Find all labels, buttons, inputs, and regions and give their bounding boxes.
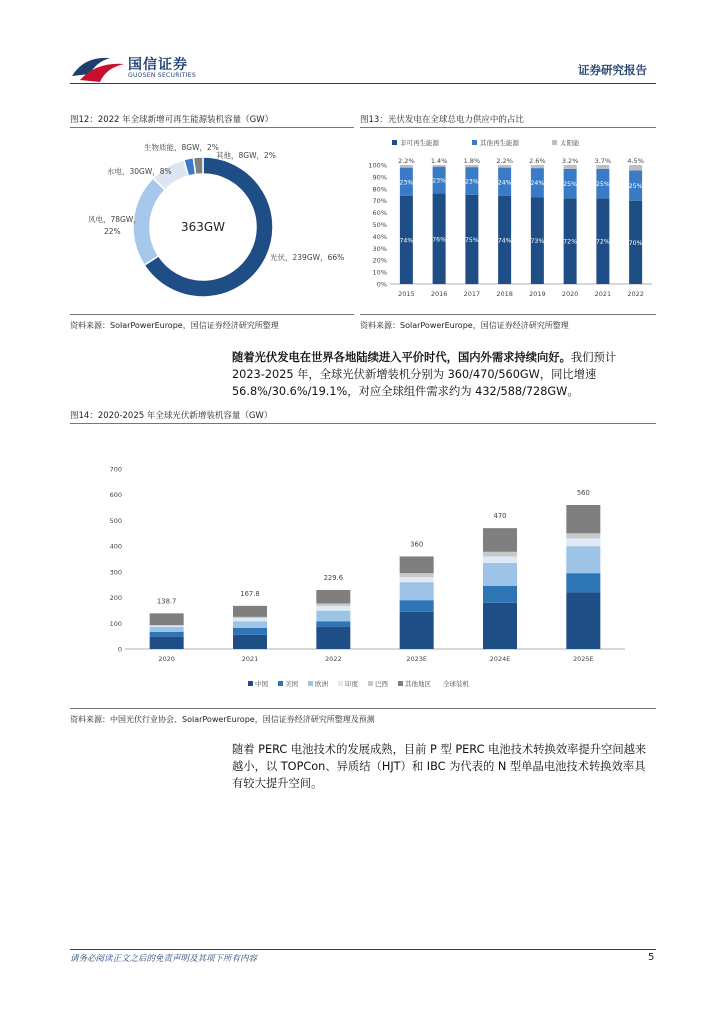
- x-tick-label: 2024E: [489, 655, 511, 663]
- label-other: 其他，8GW，2%: [216, 151, 276, 160]
- bar-2024E-seg-2: [483, 563, 517, 586]
- data-label-solar: 3.2%: [561, 157, 579, 165]
- bar-2023E-seg-2: [400, 582, 434, 600]
- legend-swatch-3: [338, 681, 343, 686]
- bar-2024E-seg-5: [483, 528, 517, 552]
- para2-line2: 越小，以 TOPCon、异质结（HJT）和 IBC 为代表的 N 型单晶电池技术转换效率具: [232, 760, 646, 773]
- donut-center-label: 363GW: [180, 220, 226, 234]
- fig12-bottom-rule: [70, 314, 354, 315]
- x-tick-label: 2015: [398, 290, 415, 298]
- x-tick-label: 2020: [158, 655, 175, 663]
- fig14-caption: 图14：2020-2025 年全球光伏新增装机容量（GW）: [70, 411, 273, 421]
- bar-2024E-seg-3: [483, 556, 517, 562]
- bar-2022-seg-3: [316, 606, 350, 611]
- page-number: 5: [648, 952, 655, 963]
- fig14-bottom-rule: [70, 708, 656, 709]
- bar-2023E-seg-3: [400, 577, 434, 582]
- fig13-top-rule: [360, 127, 656, 128]
- data-label: 25%: [563, 181, 578, 189]
- x-tick-label: 2022: [325, 655, 342, 663]
- y-tick-label: 0%: [376, 280, 387, 289]
- legend-swatch-0: [248, 681, 253, 686]
- fig13-bottom-rule: [360, 314, 656, 315]
- fig14-top-rule: [70, 423, 656, 424]
- label-hydro: 水电，30GW，8%: [107, 167, 172, 176]
- data-label: 73%: [530, 238, 545, 246]
- total-label: 167.8: [240, 589, 260, 598]
- legend-label-2: 太阳能: [560, 139, 580, 147]
- data-label-solar: 1.8%: [463, 157, 481, 165]
- data-label: 24%: [497, 179, 512, 187]
- para1-line2: 2023-2025 年，全球光伏新增装机分别为 360/470/560GW，同比增速: [232, 368, 597, 381]
- bar-2015-seg-2: [400, 165, 413, 168]
- bar-2022-seg-2: [629, 165, 642, 170]
- data-label-solar: 3.7%: [594, 157, 612, 165]
- y-tick-label: 200: [109, 594, 122, 603]
- fig13-source: 资料来源：SolarPowerEurope，国信证券经济研究所整理: [360, 321, 569, 330]
- bar-2022-seg-4: [316, 603, 350, 606]
- y-tick-label: 40%: [372, 232, 387, 241]
- total-label: 360: [410, 540, 424, 549]
- label-biomass: 生物质能，8GW，2%: [144, 143, 219, 152]
- y-tick-label: 10%: [372, 268, 387, 277]
- paragraph-cell-technology: [232, 741, 662, 792]
- bar-2019-seg-2: [531, 165, 544, 168]
- bar-2020-seg-1: [150, 632, 184, 637]
- y-tick-label: 500: [109, 516, 122, 525]
- y-tick-label: 80%: [372, 185, 387, 194]
- bar-2023E-seg-4: [400, 573, 434, 577]
- y-tick-label: 100: [109, 619, 122, 628]
- x-tick-label: 2021: [594, 290, 612, 298]
- data-label: 76%: [432, 236, 447, 244]
- company-logo: [70, 50, 210, 84]
- data-label-solar: 1.4%: [430, 157, 448, 165]
- bar-2024E-seg-0: [483, 603, 517, 649]
- para2-line1: 随着 PERC 电池技术的发展成熟，目前 P 型 PERC 电池技术转换效率提升空间越来: [232, 743, 647, 756]
- y-tick-label: 0: [117, 645, 122, 654]
- legend-label-0: 非可再生能源: [400, 139, 439, 147]
- data-label-solar: 2.2%: [398, 157, 415, 165]
- legend-swatch-0: [392, 140, 397, 145]
- para2-line3: 有较大提升空间。: [232, 777, 323, 790]
- bar-2025E-seg-0: [566, 592, 600, 649]
- logo-chinese: 国信证券: [128, 57, 188, 73]
- data-label-solar: 4.5%: [627, 157, 644, 165]
- data-label: 25%: [628, 183, 643, 191]
- total-label: 229.6: [323, 573, 344, 582]
- legend-swatch-2: [308, 681, 313, 686]
- total-label: 560: [576, 489, 590, 497]
- data-label-solar: 2.2%: [496, 157, 513, 165]
- para1-bold: 随着光伏发电在世界各地陆续进入平价时代，国内外需求持续向好。: [232, 351, 571, 364]
- bar-2022-seg-1: [316, 621, 350, 626]
- data-label: 74%: [399, 237, 414, 245]
- bar-2016-seg-2: [433, 165, 446, 167]
- data-label: 70%: [628, 239, 643, 247]
- bar-2020-seg-2: [150, 627, 184, 632]
- bar-2020-seg-3: [150, 626, 184, 627]
- bar-2020-seg-0: [150, 637, 184, 649]
- data-label: 23%: [432, 177, 447, 185]
- legend-label-total: 全球装机: [443, 680, 469, 688]
- y-tick-label: 70%: [372, 197, 387, 206]
- data-label: 23%: [464, 178, 479, 186]
- legend-swatch-4: [368, 681, 373, 686]
- legend-label-3: 印度: [345, 680, 358, 688]
- y-tick-label: 30%: [372, 244, 387, 253]
- bar-2022-seg-5: [316, 590, 350, 604]
- bar-2023E-seg-0: [400, 612, 434, 649]
- bar-2024E-seg-4: [483, 552, 517, 557]
- bar-2021-seg-1: [233, 628, 267, 635]
- guosen-logo-icon: [70, 52, 126, 84]
- label-wind: 风电，78GW，: [88, 215, 141, 224]
- fig12-donut-chart: [70, 130, 360, 310]
- bar-2025E-seg-5: [566, 505, 600, 533]
- paragraph-demand-forecast: [232, 349, 662, 400]
- bar-2025E-seg-3: [566, 538, 600, 546]
- x-tick-label: 2019: [529, 290, 546, 298]
- x-tick-label: 2020: [561, 290, 579, 298]
- x-tick-label: 2023E: [406, 655, 427, 663]
- para1-line1-rest: 我们预计: [570, 351, 617, 364]
- disclaimer-note: 请务必阅读正文之后的免责声明及其项下所有内容: [70, 954, 258, 964]
- bar-2020-seg-5: [150, 613, 184, 625]
- donut-slice-4: [193, 157, 203, 175]
- legend-label-0: 中国: [255, 680, 268, 688]
- y-tick-label: 400: [109, 542, 122, 551]
- y-tick-label: 300: [109, 568, 122, 577]
- legend-swatch-2: [552, 140, 557, 145]
- report-type: 证券研究报告: [578, 63, 647, 77]
- bar-2020-seg-4: [150, 625, 184, 626]
- label-solar: 光伏，239GW，66%: [270, 253, 345, 262]
- bar-2021-seg-0: [233, 635, 267, 649]
- x-tick-label: 2017: [463, 290, 481, 298]
- legend-label-5: 其他地区: [405, 680, 431, 688]
- x-tick-label: 2022: [627, 290, 644, 298]
- para1-line1: [232, 349, 662, 366]
- bar-2023E-seg-5: [400, 556, 434, 573]
- bar-2017-seg-2: [465, 165, 478, 167]
- y-tick-label: 90%: [372, 173, 387, 182]
- legend-label-1: 美国: [285, 680, 298, 688]
- fig14-source: 资料来源：中国光伏行业协会、SolarPowerEurope，国信证券经济研究所整理及预测: [70, 715, 375, 724]
- legend-label-1: 其他再生能源: [480, 139, 519, 147]
- bar-2018-seg-2: [498, 165, 511, 168]
- y-tick-label: 700: [109, 465, 122, 474]
- label-wind-pct: 22%: [104, 227, 121, 236]
- fig14-stacked-bar-chart: [70, 426, 656, 706]
- bar-2025E-seg-1: [566, 573, 600, 592]
- x-tick-label: 2018: [496, 290, 513, 298]
- bar-2025E-seg-2: [566, 546, 600, 573]
- data-label: 24%: [530, 180, 545, 188]
- data-label: 74%: [497, 237, 512, 245]
- legend-swatch-1: [278, 681, 283, 686]
- y-tick-label: 50%: [372, 221, 387, 229]
- bar-2021-seg-4: [233, 617, 267, 618]
- legend-swatch-5: [398, 681, 403, 686]
- x-tick-label: 2016: [430, 290, 448, 298]
- y-tick-label: 100%: [368, 161, 387, 170]
- total-label: 470: [493, 512, 507, 521]
- fig12-caption: 图12：2022 年全球新增可再生能源装机容量（GW）: [70, 115, 274, 125]
- bar-2024E-seg-1: [483, 586, 517, 603]
- header-rule: [70, 83, 656, 84]
- legend-label-2: 欧洲: [315, 680, 328, 688]
- y-tick-label: 600: [109, 491, 122, 500]
- data-label: 75%: [464, 236, 479, 244]
- legend-swatch-1: [472, 140, 477, 145]
- total-label: 138.7: [156, 597, 177, 606]
- fig12-top-rule: [70, 127, 354, 128]
- legend-label-4: 巴西: [375, 680, 388, 688]
- fig12-source: 资料来源：SolarPowerEurope，国信证券经济研究所整理: [70, 321, 279, 330]
- bar-2021-seg-2: [596, 165, 609, 169]
- y-tick-label: 20%: [372, 256, 387, 265]
- bar-2022-seg-2: [316, 611, 350, 622]
- data-label: 72%: [595, 238, 610, 246]
- fig13-caption: 图13：光伏发电在全球总电力供应中的占比: [360, 115, 524, 125]
- x-tick-label: 2025E: [573, 655, 594, 663]
- data-label: 23%: [399, 179, 414, 187]
- y-tick-label: 60%: [372, 209, 387, 218]
- data-label: 72%: [563, 238, 578, 246]
- bar-2023E-seg-1: [400, 600, 434, 612]
- bar-2021-seg-2: [233, 621, 267, 628]
- x-tick-label: 2021: [241, 655, 259, 663]
- bar-2020-seg-2: [564, 165, 577, 169]
- data-label: 25%: [595, 181, 610, 189]
- footer-rule: [70, 949, 656, 950]
- fig13-stacked-bar-chart: [360, 130, 656, 310]
- para1-line3: 56.8%/30.6%/19.1%，对应全球组件需求约为 432/588/728GW。: [232, 385, 579, 398]
- bar-2022-seg-0: [316, 627, 350, 649]
- data-label-solar: 2.6%: [529, 157, 546, 165]
- logo-english: GUOSEN SECURITIES: [128, 72, 197, 79]
- bar-2021-seg-3: [233, 618, 267, 621]
- bar-2025E-seg-4: [566, 533, 600, 538]
- bar-2021-seg-5: [233, 606, 267, 617]
